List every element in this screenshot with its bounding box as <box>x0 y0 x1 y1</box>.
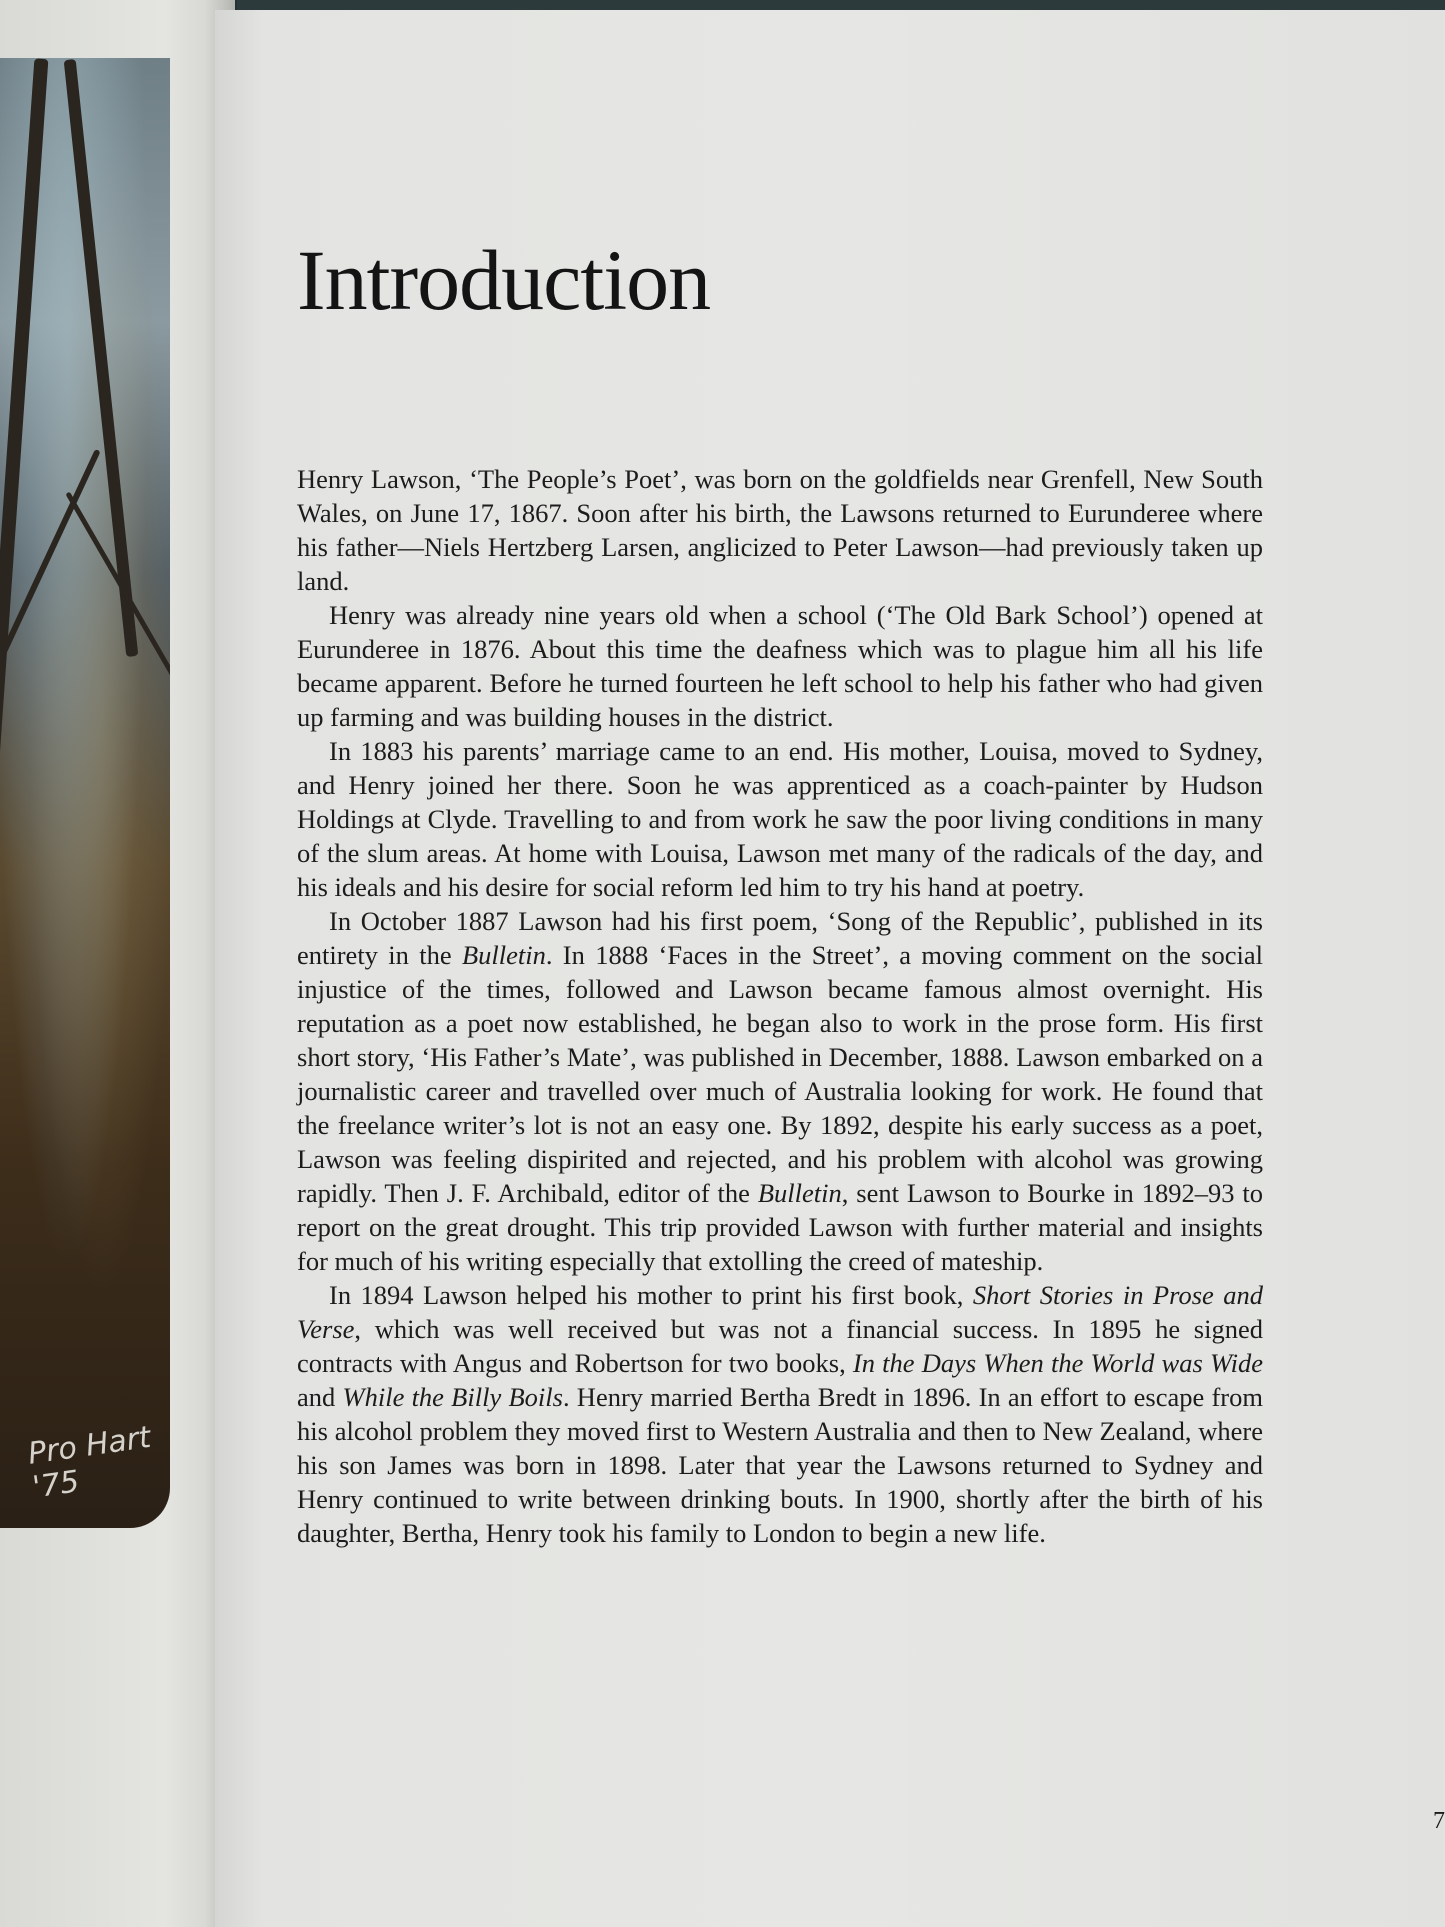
paragraph-text: and <box>297 1382 343 1412</box>
artist-signature: Pro Hart '75 <box>25 1419 153 1506</box>
paragraph <box>297 598 1263 734</box>
paragraph-text: Henry was already nine years old when a school (‘The Old Bark School’) opened at Eurunderee in 1876. About this time the deafness which was to plague him all his life became apparent. Before he turned fourteen he left school to help his father who had given up farming and was building houses in the district. <box>297 600 1263 732</box>
paragraph <box>297 734 1263 904</box>
paragraph <box>297 462 1263 598</box>
paragraph-text: , sent Lawson to Bourke in 1892–93 to report on the great drought. This trip provided Lawson with further material and insights for much of his writing especially that extolling the creed of mateship. <box>297 1178 1264 1276</box>
page-title: Introduction <box>297 232 711 328</box>
italic-title-text: Bulletin <box>757 1178 842 1208</box>
tree-trunk <box>0 58 48 757</box>
paragraph-text: In 1883 his parents’ marriage came to an end. His mother, Louisa, moved to Sydney, and Henry joined her there. Soon he was apprenticed as a coach-painter by Hudson Holdings at Clyde. Travelling to and from work he saw the poor living conditions in many of the slum areas. At home with Louisa, Lawson met many of the radicals of the day, and his ideals and his desire for social reform led him to try his hand at poetry. <box>297 736 1263 902</box>
painting-illustration <box>0 58 170 1528</box>
paragraph-text: Henry Lawson, ‘The People’s Poet’, was born on the goldfields near Grenfell, New South Wales, on June 17, 1867. Soon after his birth, the Lawsons returned to Eurunderee where his father—Niels Hertzberg Larsen, anglicized to Peter Lawson—had previously taken up land. <box>297 464 1263 596</box>
italic-title-text: Bulletin <box>461 940 546 970</box>
tree-trunk <box>64 59 139 657</box>
paragraph-text: . In 1888 ‘Faces in the Street’, a moving comment on the social injustice of the times, followed and Lawson became famous almost overnight. His reputation as a poet now established, he began also to work in the prose form. His first short story, ‘His Father’s Mate’, was published in December, 1888. Lawson embarked on a journalistic career and travelled over much of Australia looking for work. He found that the freelance writer’s lot is not an easy one. By 1892, despite his early success as a poet, Lawson was feeling dispirited and rejected, and his problem with alcohol was growing rapidly. Then J. F. Archibald, editor of the <box>297 940 1263 1208</box>
paragraph <box>297 1278 1263 1550</box>
paragraph-text: In October 1887 Lawson had his first poem, ‘Song of the Republic’, published in its entirety in the <box>297 906 1263 970</box>
paragraph-text: , which was well received but was not a financial success. In 1895 he signed contracts with Angus and Robertson for two books, <box>297 1314 1263 1378</box>
italic-title-text: In the Days When the World was Wide <box>852 1348 1263 1378</box>
right-page <box>215 10 1445 1927</box>
paragraph <box>297 904 1263 1278</box>
italic-title-text: Short Stories in Prose and Verse <box>297 1280 1264 1344</box>
left-page <box>0 0 235 1927</box>
paragraph-text: . Henry married Bertha Bredt in 1896. In an effort to escape from his alcohol problem they moved first to Western Australia and then to New Zealand, where his son James was born in 1898. Later that year the Lawsons returned to Sydney and Henry continued to write between drinking bouts. In 1900, shortly after the birth of his daughter, Bertha, Henry took his family to London to begin a new life. <box>297 1382 1263 1548</box>
paragraph-text: In 1894 Lawson helped his mother to print his first book, <box>329 1280 973 1310</box>
page-number: 7 <box>1433 1808 1445 1834</box>
italic-title-text: While the Billy Boils <box>342 1382 563 1412</box>
body-text <box>297 462 1263 1550</box>
